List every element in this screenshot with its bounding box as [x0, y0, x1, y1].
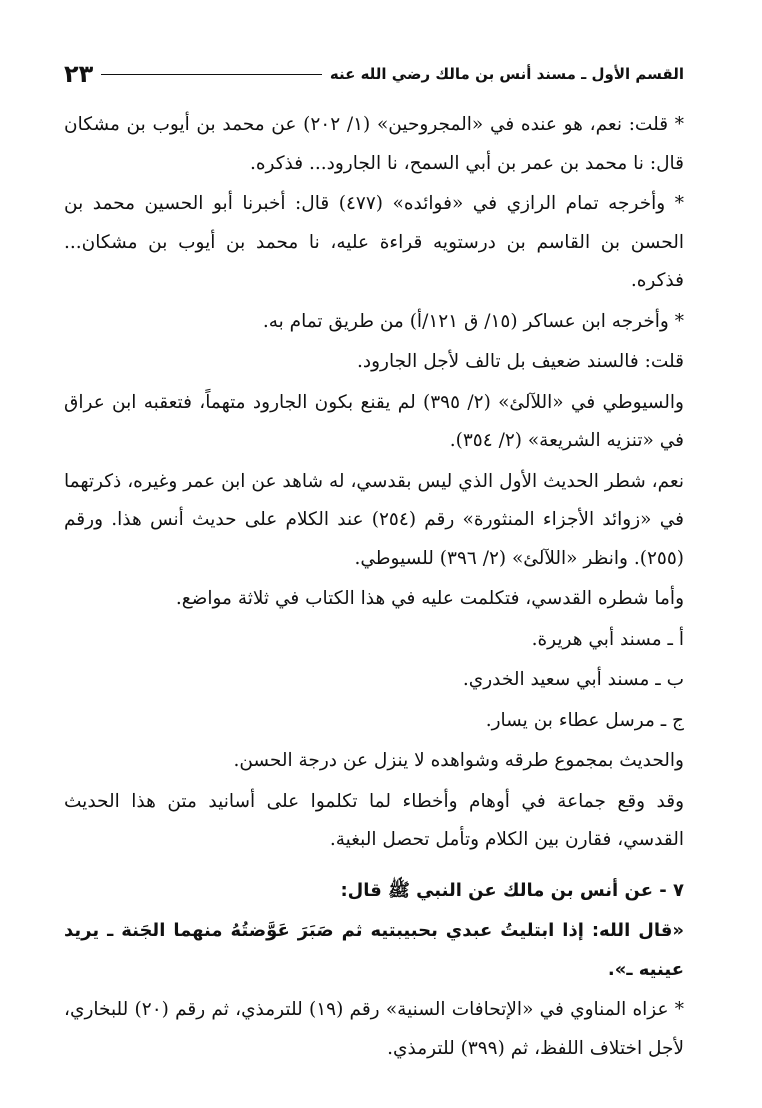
text-paragraph: * قلت: نعم، هو عنده في «المجروحين» (١/ ٢٠٢) عن محمد بن أيوب بن مشكان قال: نا محمد بن عمر بن أبي السمح، نا الجارود... فذكره. [64, 114, 684, 174]
page-body [64, 106, 684, 1068]
book-page [64, 56, 684, 1070]
header-rule [101, 74, 322, 75]
text-paragraph: * عزاه المناوي في «الإتحافات السنية» رقم (١٩) للترمذي، ثم رقم (٢٠) للبخاري، لأجل اختلاف اللفظ، ثم (٣٩٩) للترمذي. [64, 999, 685, 1059]
text-paragraph: والحديث بمجموع طرقه وشواهده لا ينزل عن درجة الحسن. [233, 750, 684, 771]
hadith-paragraph: ٧ - عن أنس بن مالك عن النبي ﷺ قال: [340, 879, 684, 901]
text-paragraph: * وأخرجه تمام الرازي في «فوائده» (٤٧٧) قال: أخبرنا أبو الحسين محمد بن الحسن بن القاسم بن درستويه قراءة عليه، نا محمد بن أيوب بن مشكان... فذكره. [64, 193, 685, 291]
page-number: ٢٣ [64, 60, 94, 88]
text-paragraph: أ ـ مسند أبي هريرة. [531, 628, 684, 650]
text-paragraph: نعم، شطر الحديث الأول الذي ليس بقدسي، له شاهد عن ابن عمر وغيره، ذكرتهما في «زوائد الأجزاء المنثورة» رقم (٢٥٤) عند الكلام على حديث أنس هذا. ورقم (٢٥٥). وانظر «اللآلئ» (٢/ ٣٩٦) للسيوطي. [64, 470, 684, 569]
text-paragraph: والسيوطي في «اللآلئ» (٢/ ٣٩٥) لم يقنع بكون الجارود متهماً، فتعقبه ابن عراق في «تنزيه الشريعة» (٢/ ٣٥٤). [64, 391, 684, 451]
text-paragraph: ب ـ مسند أبي سعيد الخدري. [462, 669, 684, 690]
text-paragraph: وأما شطره القدسي، فتكلمت عليه في هذا الكتاب في ثلاثة مواضع. [175, 588, 684, 609]
text-paragraph: ج ـ مرسل عطاء بن يسار. [485, 709, 684, 731]
text-paragraph: وقد وقع جماعة في أوهام وأخطاء لما تكلموا على أسانيد متن هذا الحديث القدسي، فقارن بين الكلام وتأمل تحصل البغية. [64, 790, 684, 850]
header-title: القسم الأول ـ مسند أنس بن مالك رضي الله عنه [329, 65, 684, 83]
running-header [64, 56, 684, 92]
text-paragraph: قلت: فالسند ضعيف بل تالف لأجل الجارود. [356, 351, 684, 372]
section-gap [64, 862, 684, 872]
hadith-paragraph: «قال الله: إذا ابتليتُ عبدي بحبيبتيه ثم صَبَرَ عَوَّضتُهُ منهما الجَنة ـ يريد عينيه ـ». [64, 920, 684, 980]
text-paragraph: * وأخرجه ابن عساكر (١٥/ ق ١٢١/أ) من طريق تمام به. [262, 310, 684, 332]
